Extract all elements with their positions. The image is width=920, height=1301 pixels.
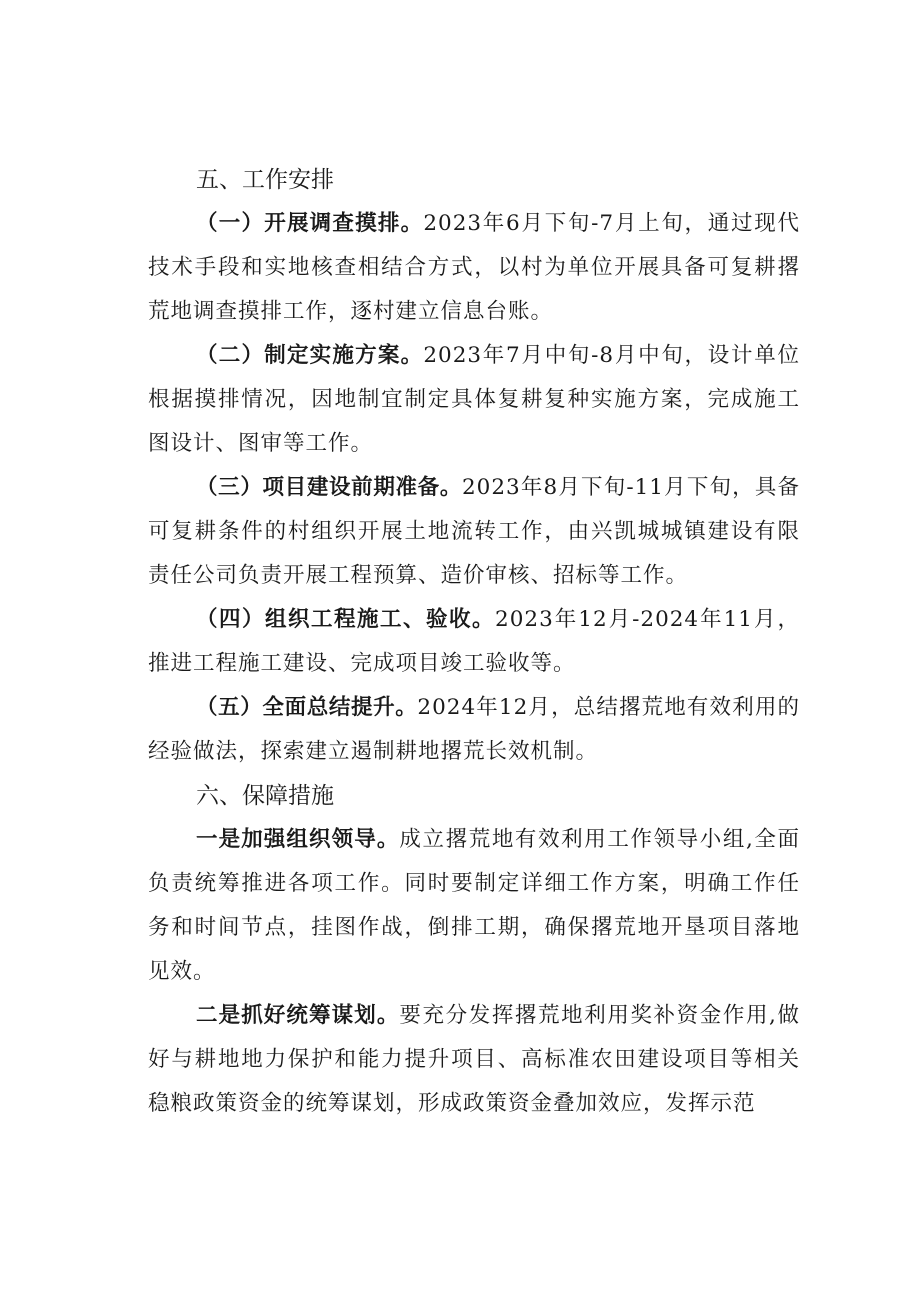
paragraph-lead: （一）开展调查摸排。 xyxy=(196,211,424,236)
paragraph-lead: （二）制定实施方案。 xyxy=(196,343,424,368)
paragraph-body: 2023年7月中旬-8月中旬，设计单位根据摸排情况，因地制宜制定具体复耕复种实施方案，完成施工图设计、图审等工作。 xyxy=(148,343,800,456)
paragraph-body: 要充分发挥撂荒地利用奖补资金作用,做好与耕地地力保护和能力提升项目、高标准农田建设项目等相关稳粮政策资金的统筹谋划，形成政策资金叠加效应，发挥示范 xyxy=(148,1003,800,1116)
paragraph-lead: 一是加强组织领导。 xyxy=(196,827,400,852)
paragraph-measure-1 xyxy=(148,818,800,994)
section-heading-work-arrangement: 五、工作安排 xyxy=(196,167,334,193)
paragraph-item-5 xyxy=(148,686,800,774)
paragraph-body: 2023年8月下旬-11月下旬，具备可复耕条件的村组织开展土地流转工作，由兴凯城城镇建设有限责任公司负责开展工程预算、造价审核、招标等工作。 xyxy=(148,475,800,588)
paragraph-lead: （三）项目建设前期准备。 xyxy=(196,475,462,500)
paragraph-measure-2 xyxy=(148,994,800,1126)
paragraph-body: 2023年12月-2024年11月，推进工程施工建设、完成项目竣工验收等。 xyxy=(148,607,800,676)
paragraph-item-1 xyxy=(148,202,800,334)
paragraph-lead: 二是抓好统筹谋划。 xyxy=(196,1003,400,1028)
paragraph-body: 成立撂荒地有效利用工作领导小组,全面负责统筹推进各项工作。同时要制定详细工作方案，明确工作任务和时间节点，挂图作战，倒排工期，确保撂荒地开垦项目落地见效。 xyxy=(148,827,800,984)
paragraph-item-4 xyxy=(148,598,800,686)
paragraph-lead: （五）全面总结提升。 xyxy=(196,695,418,720)
paragraph-lead: （四）组织工程施工、验收。 xyxy=(196,607,496,632)
paragraph-body: 2024年12月，总结撂荒地有效利用的经验做法，探索建立遏制耕地撂荒长效机制。 xyxy=(148,695,800,764)
document-page xyxy=(148,158,800,1126)
paragraph-item-3 xyxy=(148,466,800,598)
section-heading-safeguards: 六、保障措施 xyxy=(196,783,334,809)
paragraph-body: 2023年6月下旬-7月上旬，通过现代技术手段和实地核查相结合方式，以村为单位开展具备可复耕撂荒地调查摸排工作，逐村建立信息台账。 xyxy=(148,211,800,324)
paragraph-item-2 xyxy=(148,334,800,466)
